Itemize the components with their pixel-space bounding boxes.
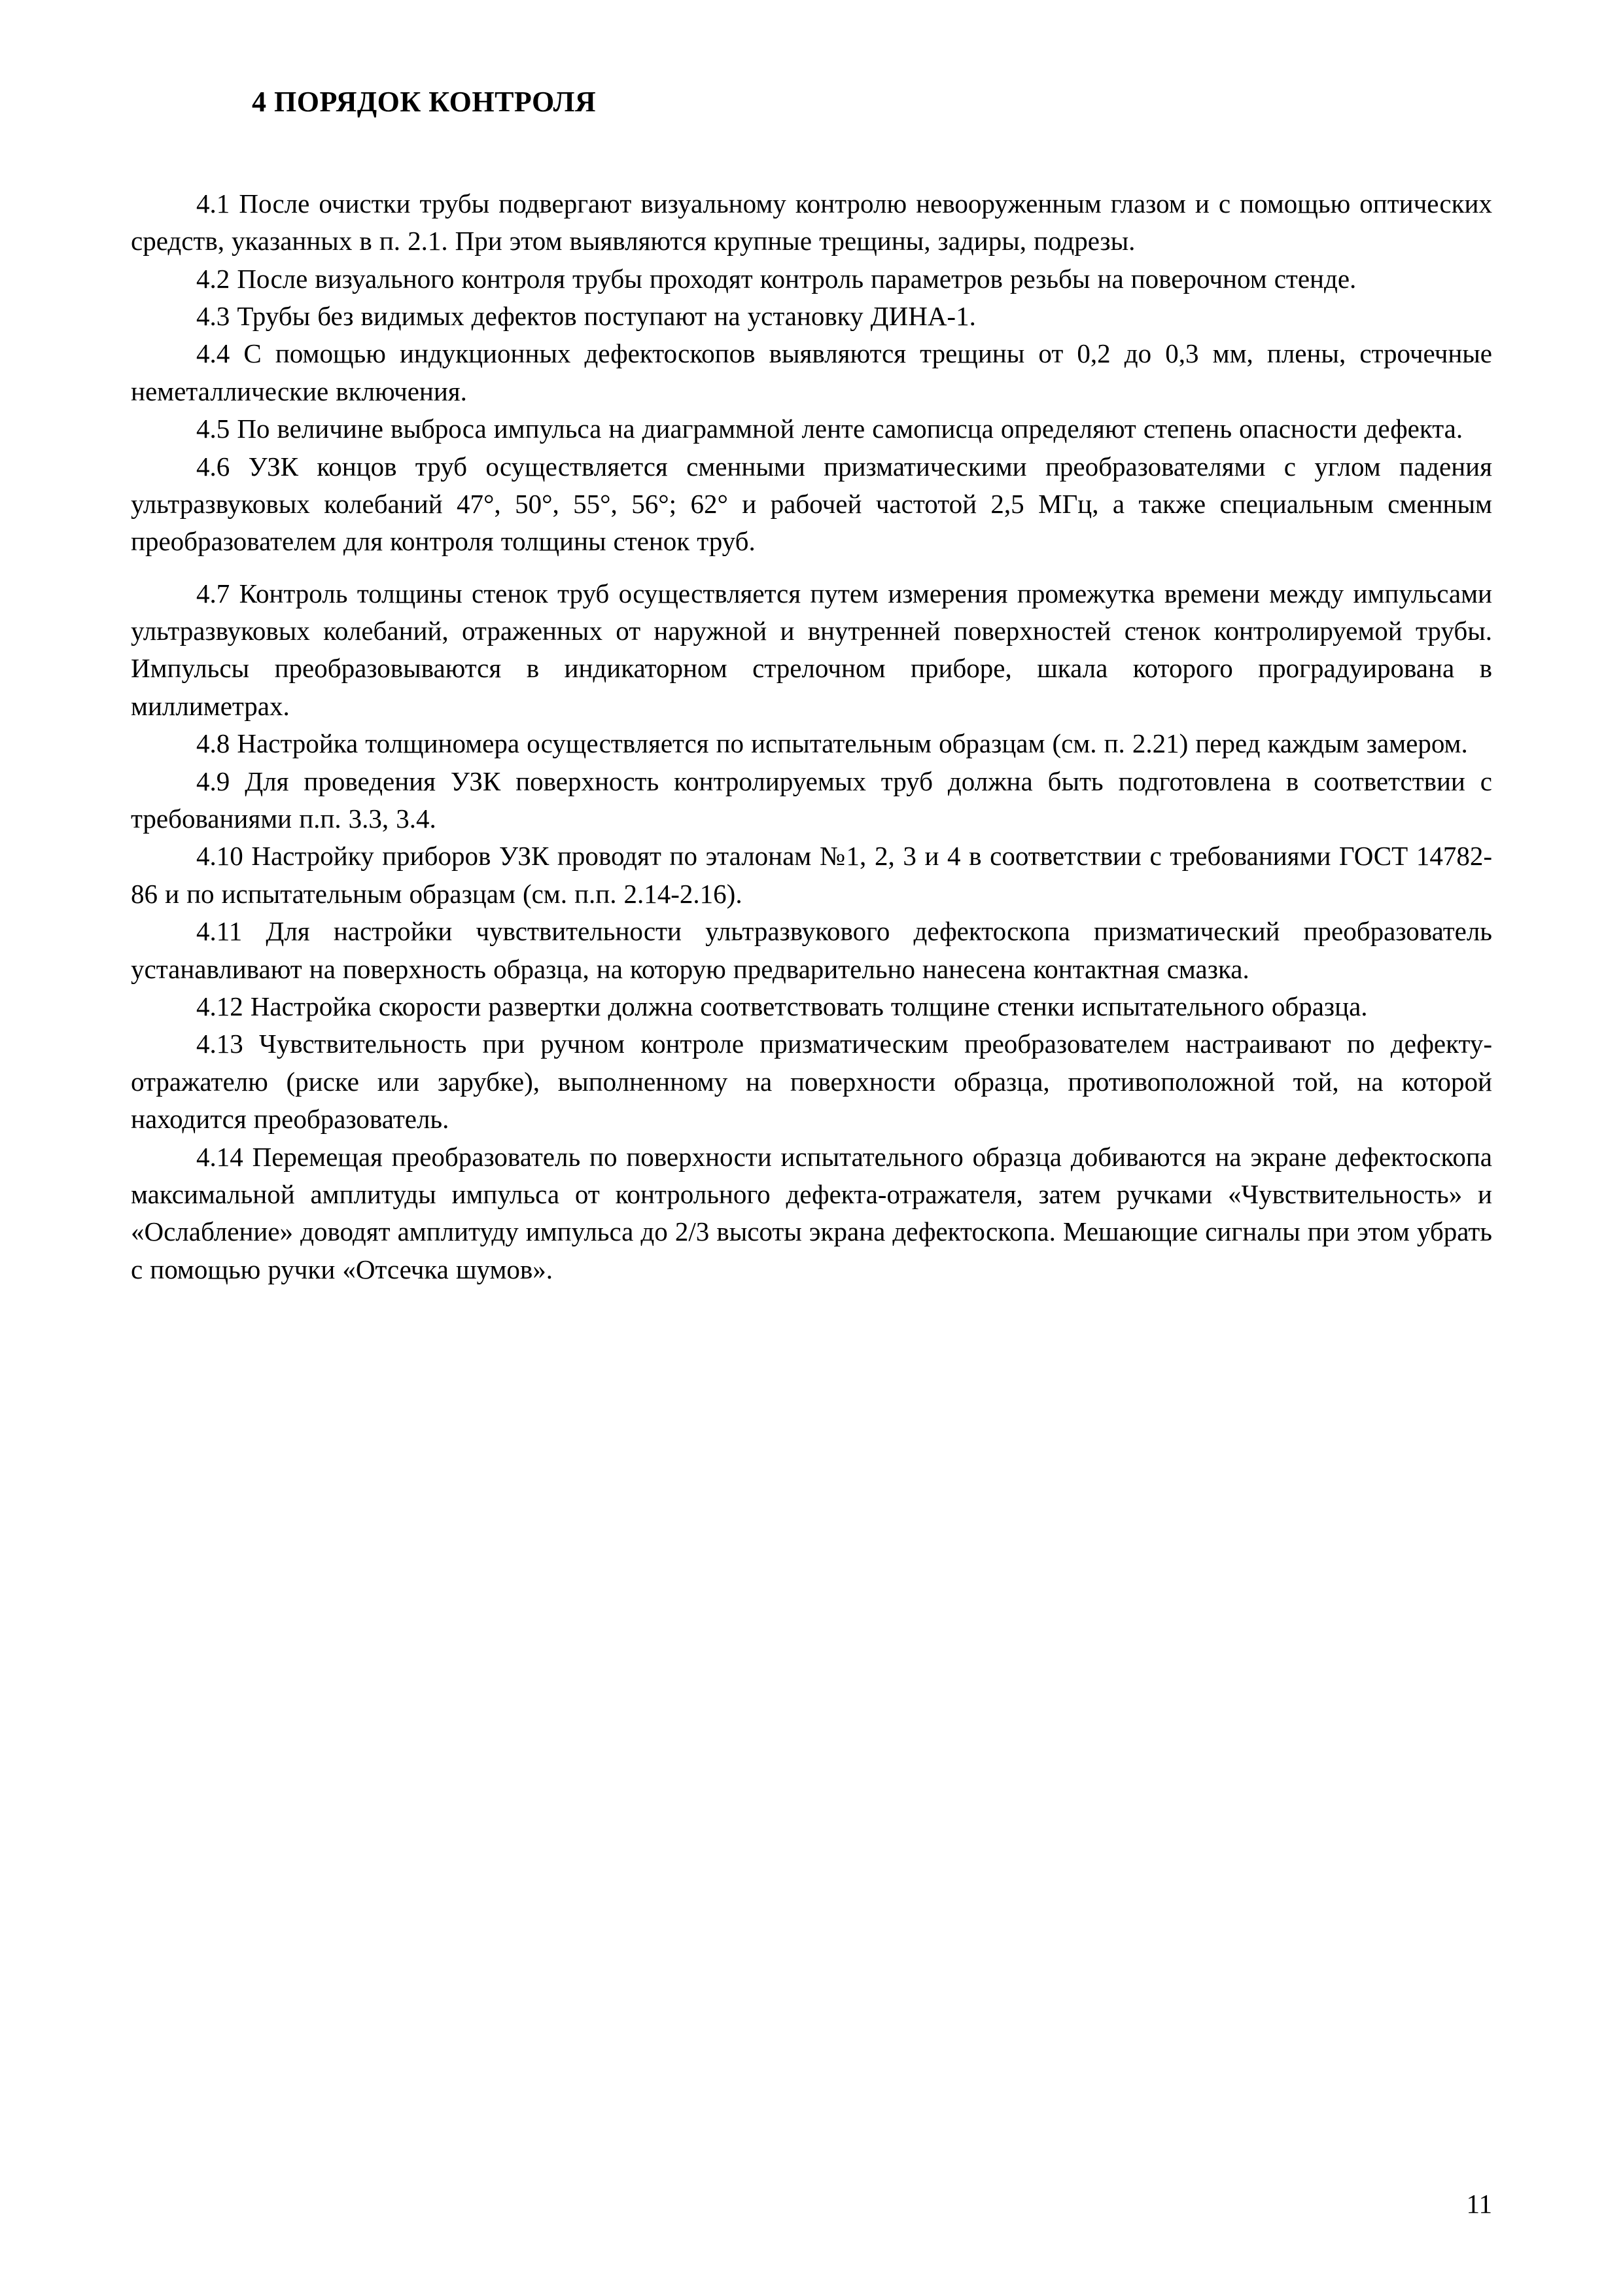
document-body	[131, 185, 1492, 1288]
paragraph-4-11: 4.11 Для настройки чувствительности ультразвукового дефектоскопа призматический преобразователь устанавливают на поверхность образца, на которую предварительно нанесена контактная смазка.	[131, 916, 1492, 984]
paragraph-4-13: 4.13 Чувствительность при ручном контроле призматическим преобразователем настраивают по дефекту-отражателю (риске или зарубке), выполненному на поверхности образца, противоположной той, на которой находится преобразователь.	[131, 1029, 1492, 1135]
paragraph-4-6: 4.6 УЗК концов труб осуществляется сменными призматическими преобразователями с углом падения ультразвуковых колебаний 47°, 50°, 55°, 56°; 62° и рабочей частотой 2,5 МГц, а также специальным сменным преобразователем для контроля толщины стенок труб.	[131, 451, 1492, 557]
paragraph-4-10: 4.10 Настройку приборов УЗК проводят по эталонам №1, 2, 3 и 4 в соответствии с требованиями ГОСТ 14782-86 и по испытательным образцам (см. п.п. 2.14-2.16).	[131, 841, 1492, 909]
paragraph-4-2: 4.2 После визуального контроля трубы проходят контроль параметров резьбы на поверочном стенде.	[196, 263, 1357, 294]
page-title: 4 ПОРЯДОК КОНТРОЛЯ	[252, 86, 597, 118]
paragraph-4-1: 4.1 После очистки трубы подвергают визуальному контролю невооруженным глазом и с помощью оптических средств, указанных в п. 2.1. При этом выявляются крупные трещины, задиры, подрезы.	[131, 188, 1492, 256]
paragraph-4-3: 4.3 Трубы без видимых дефектов поступают на установку ДИНА-1.	[196, 300, 976, 331]
paragraph-4-14: 4.14 Перемещая преобразователь по поверхности испытательного образца добиваются на экране дефектоскопа максимальной амплитуды импульса от контрольного дефекта-отражателя, затем ручками «Чувствительность» и «Ослабление» доводят амплитуду импульса до 2/3 высоты экрана дефектоскопа. Мешающие сигналы при этом убрать с помощью ручки «Отсечка шумов».	[131, 1141, 1492, 1284]
page-number: 11	[1466, 2189, 1492, 2219]
paragraph-4-5: 4.5 По величине выброса импульса на диаграммной ленте самописца определяют степень опасности дефекта.	[196, 414, 1463, 444]
paragraph-4-4: 4.4 С помощью индукционных дефектоскопов выявляются трещины от 0,2 до 0,3 мм, плены, строчечные неметаллические включения.	[131, 338, 1492, 406]
paragraph-4-8: 4.8 Настройка толщиномера осуществляется по испытательным образцам (см. п. 2.21) перед каждым замером.	[196, 728, 1468, 759]
paragraph-4-12: 4.12 Настройка скорости развертки должна соответствовать толщине стенки испытательного образца.	[196, 991, 1368, 1021]
paragraph-4-9: 4.9 Для проведения УЗК поверхность контролируемых труб должна быть подготовлена в соответствии с требованиями п.п. 3.3, 3.4.	[131, 766, 1492, 834]
paragraph-4-7: 4.7 Контроль толщины стенок труб осуществляется путем измерения промежутка времени между импульсами ультразвуковых колебаний, отраженных от наружной и внутренней поверхностей стенок контролируемой трубы. Импульсы преобразовываются в индикаторном стрелочном приборе, шкала которого проградуирована в миллиметрах.	[131, 578, 1492, 721]
